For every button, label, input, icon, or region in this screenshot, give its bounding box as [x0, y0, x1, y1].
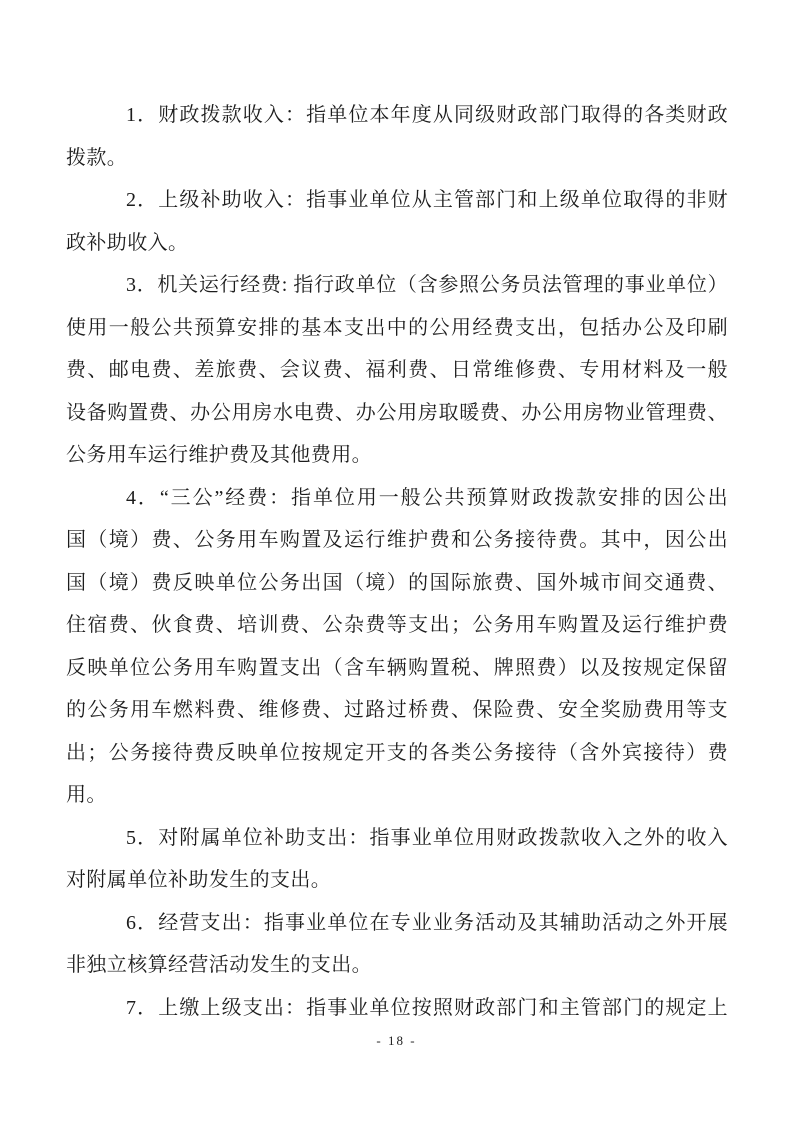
text-line: 出；公务接待费反映单位按规定开支的各类公务接待（含外宾接待）费 — [66, 741, 728, 764]
text-line: 公务用车运行维护费及其他费用。 — [66, 444, 372, 466]
paragraph-item-3 — [66, 264, 728, 477]
text-line: 国（境）费、公务用车购置及运行维护费和公务接待费。其中，因公出 — [66, 529, 728, 551]
text-line: 1．财政拨款收入：指单位本年度从同级财政部门取得的各类财政 — [126, 104, 728, 126]
text-line: 对附属单位补助发生的支出。 — [66, 869, 332, 891]
text-line: 费、邮电费、差旅费、会议费、福利费、日常维修费、专用材料及一般 — [66, 359, 728, 381]
text-line: 拨款。 — [66, 146, 128, 169]
text-line: 非独立核算经营活动发生的支出。 — [66, 954, 372, 976]
text-line: 政补助收入。 — [66, 231, 189, 254]
text-line: 用。 — [66, 784, 107, 806]
text-line: 2．上级补助收入：指事业单位从主管部门和上级单位取得的非财 — [126, 189, 728, 211]
text-line: 国（境）费反映单位公务出国（境）的国际旅费、国外城市间交通费、 — [66, 571, 728, 594]
text-line: 5．对附属单位补助支出：指事业单位用财政拨款收入之外的收入 — [126, 826, 728, 849]
text-line: 住宿费、伙食费、培训费、公杂费等支出；公务用车购置及运行维护费 — [66, 614, 728, 636]
paragraph-item-5 — [66, 817, 728, 902]
paragraph-item-2 — [66, 179, 728, 264]
text-line: 6．经营支出：指事业单位在专业业务活动及其辅助活动之外开展 — [126, 911, 728, 934]
text-line: 3．机关运行经费: 指行政单位（含参照公务员法管理的事业单位） — [126, 274, 728, 296]
page-number: - 18 - — [376, 1033, 417, 1048]
paragraph-item-6 — [66, 902, 728, 987]
document-body — [66, 94, 728, 1029]
text-line: 使用一般公共预算安排的基本支出中的公用经费支出，包括办公及印刷 — [66, 316, 728, 339]
text-line: 设备购置费、办公用房水电费、办公用房取暖费、办公用房物业管理费、 — [66, 401, 728, 424]
paragraph-item-4 — [66, 477, 728, 817]
paragraph-item-7 — [66, 987, 728, 1030]
paragraph-item-1 — [66, 94, 728, 179]
text-line: 7．上缴上级支出：指事业单位按照财政部门和主管部门的规定上 — [126, 996, 728, 1019]
text-line: 反映单位公务用车购置支出（含车辆购置税、牌照费）以及按规定保留 — [66, 656, 728, 679]
text-line: 的公务用车燃料费、维修费、过路过桥费、保险费、安全奖励费用等支 — [66, 699, 728, 721]
text-line: 4．“三公”经费：指单位用一般公共预算财政拨款安排的因公出 — [126, 486, 728, 509]
